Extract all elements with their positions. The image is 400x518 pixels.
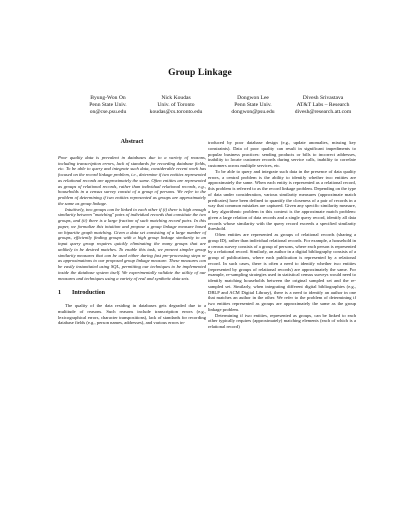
abstract-heading: Abstract (120, 139, 144, 145)
abstract-body (58, 155, 206, 282)
author-affiliation: Penn State Univ. (234, 102, 272, 109)
author-name: Dongwon Lee (237, 95, 269, 101)
introduction-body (58, 303, 206, 326)
body-paragraph: Determining if two entities, represented as groups, can be linked to each other typically requires (approximately) matching elements (each of which is a relational record) (208, 312, 356, 329)
body-paragraph: To be able to query and integrate such data in the presence of data quality errors, a central problem is the ability to identify whether two entities are approximately the same. When each entity is represented as a relational record, this problem is referred to as the record linkage problem. Depending on the type of data under consideration, various similarity measures (approximate match predicates) have been defined to quantify the closeness of a pair of records in a way that common mistakes are captured. Given any specific similarity measure, a key algorithmic problem in this context is the approximate match problem: given a large relation of data records and a single query record, identify all data records whose similarity with the query record exceeds a specified similarity threshold. (208, 168, 356, 232)
author-name: Divesh Srivastava (302, 95, 344, 101)
section-title: Introduction (72, 290, 106, 297)
author-affiliation: Univ. of Toronto (157, 102, 195, 109)
author-email: on@cse.psu.edu (89, 109, 127, 116)
section-heading (58, 291, 206, 297)
abstract-paragraph: Intuitively, two groups can be linked to each other if (i) there is high enough similarity between "matching" pairs of individual records that constitute the two groups, and (ii) there is a large fraction of such matching record pairs. In this paper, we formalize this intuition and propose a group linkage measure based on bipartite graph matching. Given a data set consisting of a large number of groups, efficiently finding groups with a high group linkage similarity to an input query group requires quickly eliminating the many groups that are unlikely to be desired matches. To enable this task, we present simpler group similarity measures that can be used either during fast pre-processing steps or as approximations to our proposed group linkage measure. These measures can be easily instantiated using SQL, permitting our techniques to be implemented inside the database system itself. We experimentally validate the utility of our measures and techniques using a variety of real and synthetic data sets. (58, 206, 206, 281)
body-paragraph: troduced by poor database design (e.g., update anomalies, missing key constraints). Data of poor quality can result in significant impediments to popular business practices: sending products or bills to incorrect addresses, inability to locate customer records during service calls, inability to correlate customers across multiple services, etc. (208, 140, 356, 168)
body-paragraph: Often entities are represented as groups of relational records (sharing a group ID), rather than individual relational records. For example, a household in a census survey consists of a group of persons, where each person is represented by a relational record. Similarly, an author in a digital bibliography consists of a group of publications, where each publication is represented by a relational record. In such cases, there is often a need to identify whether two entities (represented by groups of relational records) are approximately the same. For example, re-sampling strategies used in statistical census surveys would need to identify matching households between the original sampled set and the re-sampled set. Similarly, when integrating different digital bibliographies (e.g., DBLP and ACM Digital Library), there is a need to identify an author in one that matches an author in the other. We refer to the problem of determining if two entities represented as groups are approximately the same as the group linkage problem. (208, 232, 356, 312)
author-affiliation: Penn State Univ. (89, 102, 127, 109)
section-number: 1 (58, 290, 62, 297)
author-affiliation: AT&T Labs – Research (296, 102, 350, 109)
right-column (208, 140, 356, 330)
author-name: Nick Koudas (161, 95, 191, 101)
author-block (0, 95, 400, 125)
author-email: koudas@cs.toronto.edu (149, 109, 203, 116)
author-email: divesh@research.att.com (294, 109, 352, 116)
paper-title: Group Linkage (168, 68, 232, 78)
author-name: Byung-Won On (90, 95, 126, 101)
abstract-paragraph: Poor quality data is prevalent in databases due to a variety of reasons, including transcription errors, lack of standards for recording database fields, etc. To be able to query and integrate such data, considerable recent work has focused on the record linkage problem, i.e., determine if two entities represented as relational records are approximately the same. Often entities are represented as groups of relational records, rather than individual relational records, e.g., households in a census survey consist of a group of persons. We refer to the problem of determining if two entities represented as groups are approximately the same as group linkage. (58, 154, 206, 206)
author-4 (278, 95, 368, 117)
author-email: dongwon@psu.edu (231, 109, 275, 116)
left-column (58, 140, 206, 326)
body-paragraph: The quality of the data residing in databases gets degraded due to a multitude of reasons. Such reasons include transcription errors (e.g., lexicographical errors, character transpositions), lack of standards for recording database fields (e.g., person names, addresses), and various errors in- (58, 303, 206, 326)
